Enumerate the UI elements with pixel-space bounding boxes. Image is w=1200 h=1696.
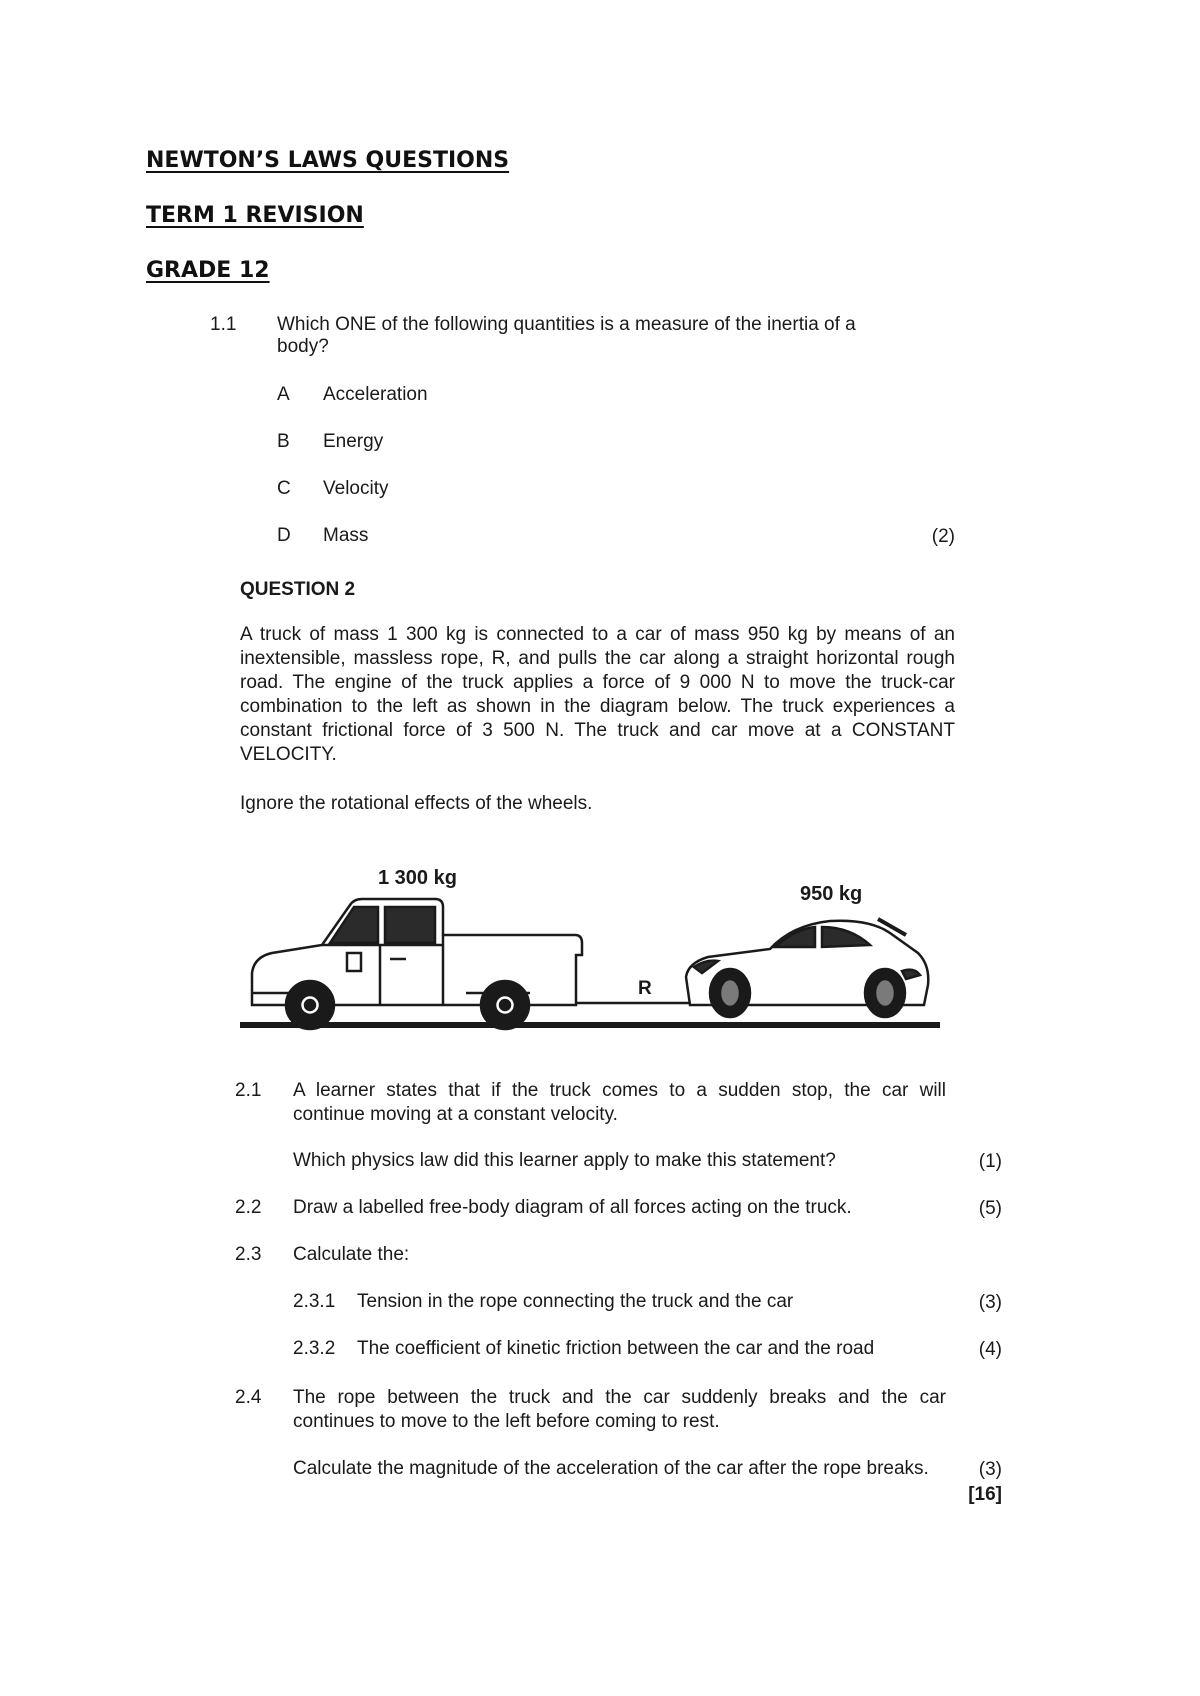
ignore-note: Ignore the rotational effects of the wheels. — [240, 793, 593, 814]
q2-intro-line-6: VELOCITY. — [240, 744, 337, 765]
question-2-heading: QUESTION 2 — [240, 579, 356, 600]
document-title: NEWTON’S LAWS QUESTIONS — [146, 148, 510, 173]
option-letter-b: B — [277, 431, 290, 452]
q2-intro-line-4: combination to the left as shown in the diagram below. The truck experiences a — [240, 696, 955, 717]
option-text-a: Acceleration — [323, 384, 428, 405]
grade-heading: GRADE 12 — [146, 258, 270, 283]
q2-intro-line-1: A truck of mass 1 300 kg is connected to a car of mass 950 kg by means of an — [240, 624, 955, 645]
q2-intro-line-5: constant frictional force of 3 500 N. The truck and car move at a CONSTANT — [240, 720, 955, 741]
s21-line1: A learner states that if the truck comes to a sudden stop, the car will — [293, 1080, 946, 1101]
question-2-total: [16] — [968, 1484, 1002, 1505]
s23-text: Calculate the: — [293, 1244, 410, 1265]
s232-marks: (4) — [978, 1339, 1002, 1360]
option-text-d: Mass — [323, 525, 369, 546]
q2-intro-line-2: inextensible, massless rope, R, and pulls the car along a straight horizontal rough — [240, 648, 955, 669]
s231-number: 2.3.1 — [293, 1291, 336, 1312]
s21-line2: continue moving at a constant velocity. — [293, 1104, 618, 1125]
road-line — [240, 1022, 940, 1028]
q1-marks: (2) — [931, 526, 955, 547]
s24-number: 2.4 — [235, 1387, 262, 1408]
rope-label: R — [638, 978, 652, 999]
s22-marks: (5) — [978, 1198, 1002, 1219]
truck-mass-label: 1 300 kg — [378, 867, 457, 889]
s232-number: 2.3.2 — [293, 1338, 336, 1359]
s22-text: Draw a labelled free-body diagram of all forces acting on the truck. — [293, 1197, 852, 1218]
s21-question: Which physics law did this learner apply to make this statement? — [293, 1150, 836, 1171]
q1-text-line2: body? — [277, 336, 329, 357]
option-letter-a: A — [277, 384, 290, 405]
car-mass-label: 950 kg — [800, 883, 863, 905]
s24-marks: (3) — [978, 1459, 1002, 1480]
s24-line2: continues to move to the left before coming to rest. — [293, 1411, 720, 1432]
option-text-c: Velocity — [323, 478, 389, 499]
truck-illustration — [252, 899, 582, 1029]
q1-number: 1.1 — [210, 314, 237, 335]
s21-number: 2.1 — [235, 1080, 262, 1101]
s24-question: Calculate the magnitude of the acceleration of the car after the rope breaks. — [293, 1458, 929, 1479]
s22-number: 2.2 — [235, 1197, 262, 1218]
option-letter-c: C — [277, 478, 291, 499]
s231-text: Tension in the rope connecting the truck and the car — [357, 1291, 794, 1312]
q1-text-line1: Which ONE of the following quantities is a measure of the inertia of a — [277, 314, 856, 335]
s231-marks: (3) — [978, 1292, 1002, 1313]
term-heading: TERM 1 REVISION — [146, 203, 364, 228]
s23-number: 2.3 — [235, 1244, 262, 1265]
s24-line1: The rope between the truck and the car suddenly breaks and the car — [293, 1387, 946, 1408]
option-letter-d: D — [277, 525, 291, 546]
q2-intro-line-3: road. The engine of the truck applies a force of 9 000 N to move the truck-car — [240, 672, 955, 693]
option-text-b: Energy — [323, 431, 384, 452]
s232-text: The coefficient of kinetic friction between the car and the road — [357, 1338, 875, 1359]
s21-marks: (1) — [978, 1151, 1002, 1172]
car-illustration — [686, 919, 928, 1017]
